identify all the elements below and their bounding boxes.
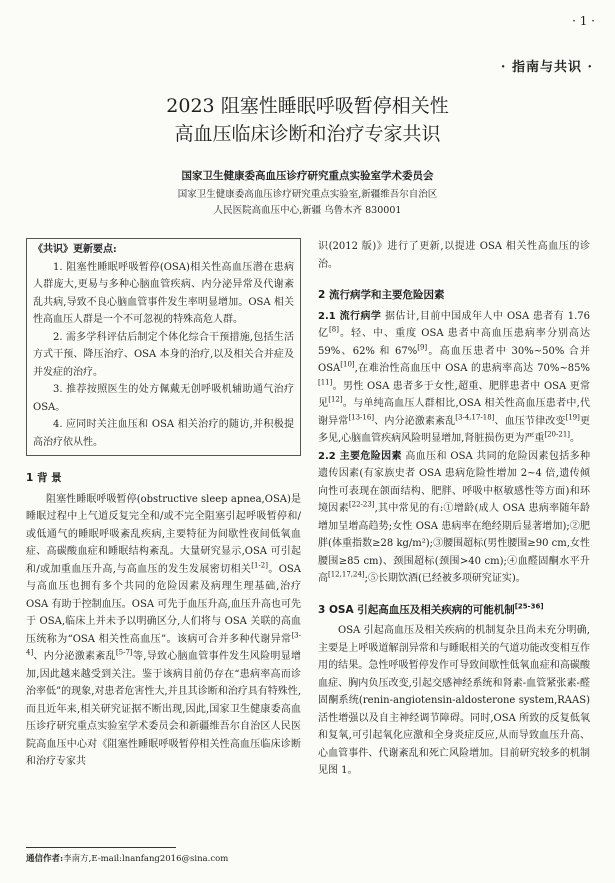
page-number: · 1 · bbox=[572, 14, 595, 28]
section-3-paragraph: OSA 引起高血压及相关疾病的机制复杂且尚未充分明确,主要是上呼吸道解剖异常和与睡眠相关的气道功能改变相互作用的结果。急性呼吸暂停发作可导致间歇性低氧血症和高碳酸血症、胸内负压改变,引起交感神经系统和肾素-血管紧张素-醛固酮系统(renin-angiotensin-aldosterone system,RAAS)活性增强以及自主神经调节障碍。同时,OSA 所致的反复低氧和复氧,可引起氧化应激和全身炎症反应,从而导致血压升高、心血管事件、代谢紊乱和死亡风险增加。目前研究较多的机制见图 1。 bbox=[318, 625, 590, 776]
section-1-paragraph: 阻塞性睡眠呼吸暂停(obstructive sleep apnea,OSA)是睡眠过程中上气道反复完全和/或不完全阻塞引起呼吸暂停和/或低通气的睡眠呼吸紊乱疾病,主要特征为间歇性夜间低氧血症、高碳酸血症和睡眠结构紊乱。大量研究显示,OSA 可引起和/或加重血压升高,与高血压的发生发展密切相关[1-2]。OSA 与高血压也拥有多个共同的危险因素及病理生理基础,治疗 OSA 有助于控制血压。OSA 可先于血压升高,血压升高也可先于 OSA,临床上并未予以明确区分,人们将与 OSA 关联的高血压统称为“OSA 相关性高血压”。该病可合并多种代谢异常[3-4]、内分泌激素紊乱[5-7]等,导致心脑血管事件发生风险明显增加,因此越来越受到关注。鉴于该病目前仍存在“患病率高而诊治率低”的现象,对患者危害性大,并且其诊断和治疗具有特殊性,而且近年来,相关研究证据不断出现,因此,国家卫生健康委高血压诊疗研究重点实验室学术委员会和新疆维吾尔自治区人民医院高血压中心对《阻塞性睡眠呼吸暂停相关性高血压临床诊断和治疗专家共 bbox=[26, 493, 301, 767]
authors: 国家卫生健康委高血压诊疗研究重点实验室学术委员会 bbox=[181, 170, 434, 182]
affiliation-line-2: 人民医院高血压中心,新疆 乌鲁木齐 830001 bbox=[213, 205, 402, 216]
key-point-4: 4. 应同时关注血压和 OSA 相关治疗的随访,并积极提高治疗依从性。 bbox=[33, 419, 294, 448]
title-line-2: 高血压临床诊断和治疗专家共识 bbox=[174, 123, 441, 145]
section-tag: · 指南与共识 · bbox=[500, 60, 593, 75]
affiliation-line-1: 国家卫生健康委高血压诊疗研究重点实验室,新疆维吾尔自治区 bbox=[177, 189, 438, 200]
key-points-box bbox=[26, 238, 301, 456]
right-column bbox=[318, 238, 590, 780]
section-2-heading: 2 流行病学和主要危险因素 bbox=[318, 289, 445, 301]
left-column bbox=[26, 238, 301, 771]
section-2-1-paragraph: 2.1 流行病学 据估计,目前中国成年人中 OSA 患者有 1.76 亿[8]。轻、中、重度 OSA 患者中高血压患病率分别高达 59%、62% 和 67%[9]。高血压患者中 30%~50% 合并 OSA[10],在难治性高血压中 OSA 的患病率高达 70%~85%[11]。男性 OSA 患者多于女性,超重、肥胖患者中 OSA 更常见[12]。与单纯高血压人群相比,OSA 相关性高血压患者中,代谢异常[13-16]、内分泌激素紊乱[3-4,17-18]、血压节律改变[19]更多见,心脑血管疾病风险明显增加,肾脏损伤更为严重[20-21]。 bbox=[318, 310, 591, 444]
section-1-heading: 1 背 景 bbox=[26, 472, 62, 484]
section-2-2-label: 2.2 主要危险因素 bbox=[318, 450, 402, 462]
intro-continuation: 识(2012 版)》进行了更新,以提进 OSA 相关性高血压的诊治。 bbox=[318, 241, 590, 270]
title-line-1: 2023 阻塞性睡眠呼吸暂停相关性 bbox=[166, 95, 449, 117]
section-3-heading: 3 OSA 引起高血压及相关疾病的可能机制[25-36] bbox=[318, 602, 544, 616]
corresponding-author-footnote: 通信作者:李南方,E-mail:lnanfang2016@sina.com bbox=[26, 847, 176, 864]
key-point-3: 3. 推荐按照医生的处方佩戴无创呼吸机辅助通气治疗 OSA。 bbox=[33, 384, 294, 413]
key-points-heading: 《共识》更新要点: bbox=[33, 244, 117, 255]
key-point-2: 2. 需多学科评估后制定个体化综合干预措施,包括生活方式干预、降压治疗、OSA 本身的治疗,以及相关合并症及并发症的治疗。 bbox=[33, 331, 294, 378]
section-2-1-label: 2.1 流行病学 bbox=[318, 310, 382, 322]
section-2-2-paragraph: 2.2 主要危险因素 高血压和 OSA 共同的危险因素包括多种遗传因素(有家族史者 OSA 患病危险性增加 2~4 倍,遗传倾向性可表现在颌面结构、肥胖、呼吸中枢敏感性等方面)和环境因素[22-23],其中常见的有:①增龄(成人 OSA 患病率随年龄增加呈增高趋势;女性 OSA 患病率在绝经期后显著增加);②肥胖(体重指数≥28 kg/m²);③腰围超标(男性腰围≥90 cm,女性腰围≥85 cm)、颈围超标(颈围>40 cm);④血醛固酮水平升高[12,17,24];⑤长期饮酒(已经被多项研究证实)。 bbox=[318, 450, 591, 584]
paper-title bbox=[0, 92, 615, 148]
key-point-1: 1. 阻塞性睡眠呼吸暂停(OSA)相关性高血压潜在患病人群庞大,更易与多种心脑血管疾病、内分泌异常及代谢紊乱共病,导致不良心脑血管事件发生率明显增加。OSA 相关性高血压人群是一个不可忽视的特殊高危人群。 bbox=[33, 261, 294, 325]
affiliations bbox=[0, 187, 615, 219]
